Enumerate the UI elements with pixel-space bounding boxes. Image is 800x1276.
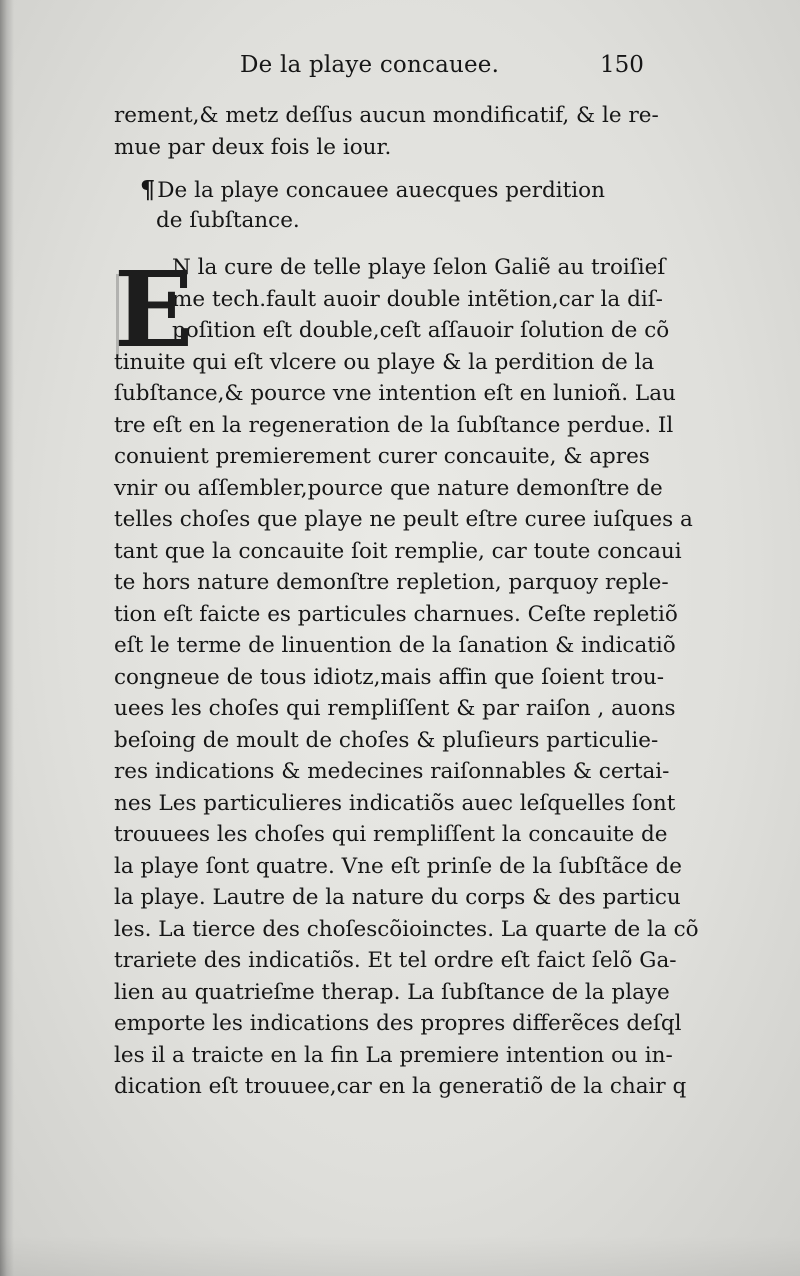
- page-gutter-shadow: [0, 0, 14, 1276]
- text-block: [114, 100, 706, 1103]
- body-line: emporte les indications des propres differẽces deſql: [114, 1011, 682, 1036]
- body-line: lien au quatrieſme therap. La ſubſtance de la playe: [114, 979, 670, 1005]
- drop-cap-initial: [114, 248, 194, 371]
- section-heading-line: De la playe concauee auecques perdition: [157, 178, 605, 203]
- body-line: tion eſt faicte es particules charnues. Ceſte repletiõ: [114, 601, 678, 627]
- body-line: les. La tierce des choſescõioinctes. La quarte de la cõ: [114, 916, 699, 942]
- body-line: telles choſes que playe ne peult eſtre curee iuſques a: [114, 507, 693, 532]
- page-bottom-shade: [0, 1236, 800, 1276]
- section-heading-line: de ſubſtance.: [156, 207, 300, 233]
- body-line: les il a traicte en la fin La premiere intention ou in-: [114, 1042, 673, 1068]
- body-line: res indications & medecines raiſonnables & certai-: [114, 759, 670, 784]
- body-line: la playe. Lautre de la nature du corps & des particu: [114, 885, 681, 910]
- running-title: De la playe concauee.: [240, 52, 500, 78]
- body-line: poſition eſt double,ceſt aſſauoir ſolution de cõ: [172, 318, 670, 343]
- folio-number: 150: [600, 52, 644, 78]
- body-line: trariete des indicatiõs. Et tel ordre eſt faict ſelõ Ga-: [114, 948, 677, 973]
- body-line: la playe ſont quatre. Vne eſt prinſe de la ſubſtãce de: [114, 853, 682, 879]
- body-line: dication eſt trouuee,car en la generatiõ de la chair q: [114, 1074, 687, 1099]
- body-line: uees les choſes qui rempliſſent & par raiſon , auons: [114, 696, 676, 721]
- body-line: eſt le terme de linuention de la ſanation & indicatiõ: [114, 633, 676, 658]
- body-line: beſoing de moult de choſes & pluſieurs particulie-: [114, 727, 659, 753]
- body-line: trouuees les choſes qui rempliſſent la concauite de: [114, 822, 668, 847]
- section-heading: [114, 173, 706, 205]
- body-line: tant que la concauite ſoit remplie, car toute concaui: [114, 538, 682, 564]
- spacer: [114, 163, 706, 173]
- body-line: vnir ou aſſembler,pource que nature demonſtre de: [114, 475, 663, 501]
- body-line: tinuite qui eſt vlcere ou playe & la perdition de la: [114, 349, 655, 375]
- body-line: nes Les particulieres indicatiõs auec leſquelles ſont: [114, 790, 676, 816]
- page-header: [240, 52, 670, 92]
- body-line: conuient premierement curer concauite, & apres: [114, 444, 650, 469]
- body-line: tre eſt en la regeneration de la ſubſtance perdue. Il: [114, 412, 674, 438]
- drop-cap-letter: E: [114, 248, 194, 371]
- body-line: ſubſtance,& pource vne intention eſt en lunioñ. Lau: [114, 381, 676, 406]
- body-line: me tech.fault auoir double intẽtion,car la diſ-: [172, 286, 663, 312]
- body-line: congneue de tous idiotz,mais affin que ſoient trou-: [114, 664, 665, 690]
- body-line: rement,& metz deſſus aucun mondificatif, & le re-: [114, 103, 659, 128]
- body-line: mue par deux fois le iour.: [114, 134, 392, 160]
- spacer: [114, 236, 706, 252]
- pilcrow-icon: ¶: [140, 175, 156, 204]
- body-line: N la cure de telle playe ſelon Galiẽ au troiſieſ: [172, 255, 666, 280]
- body-line: te hors nature demonſtre repletion, parquoy reple-: [114, 570, 669, 595]
